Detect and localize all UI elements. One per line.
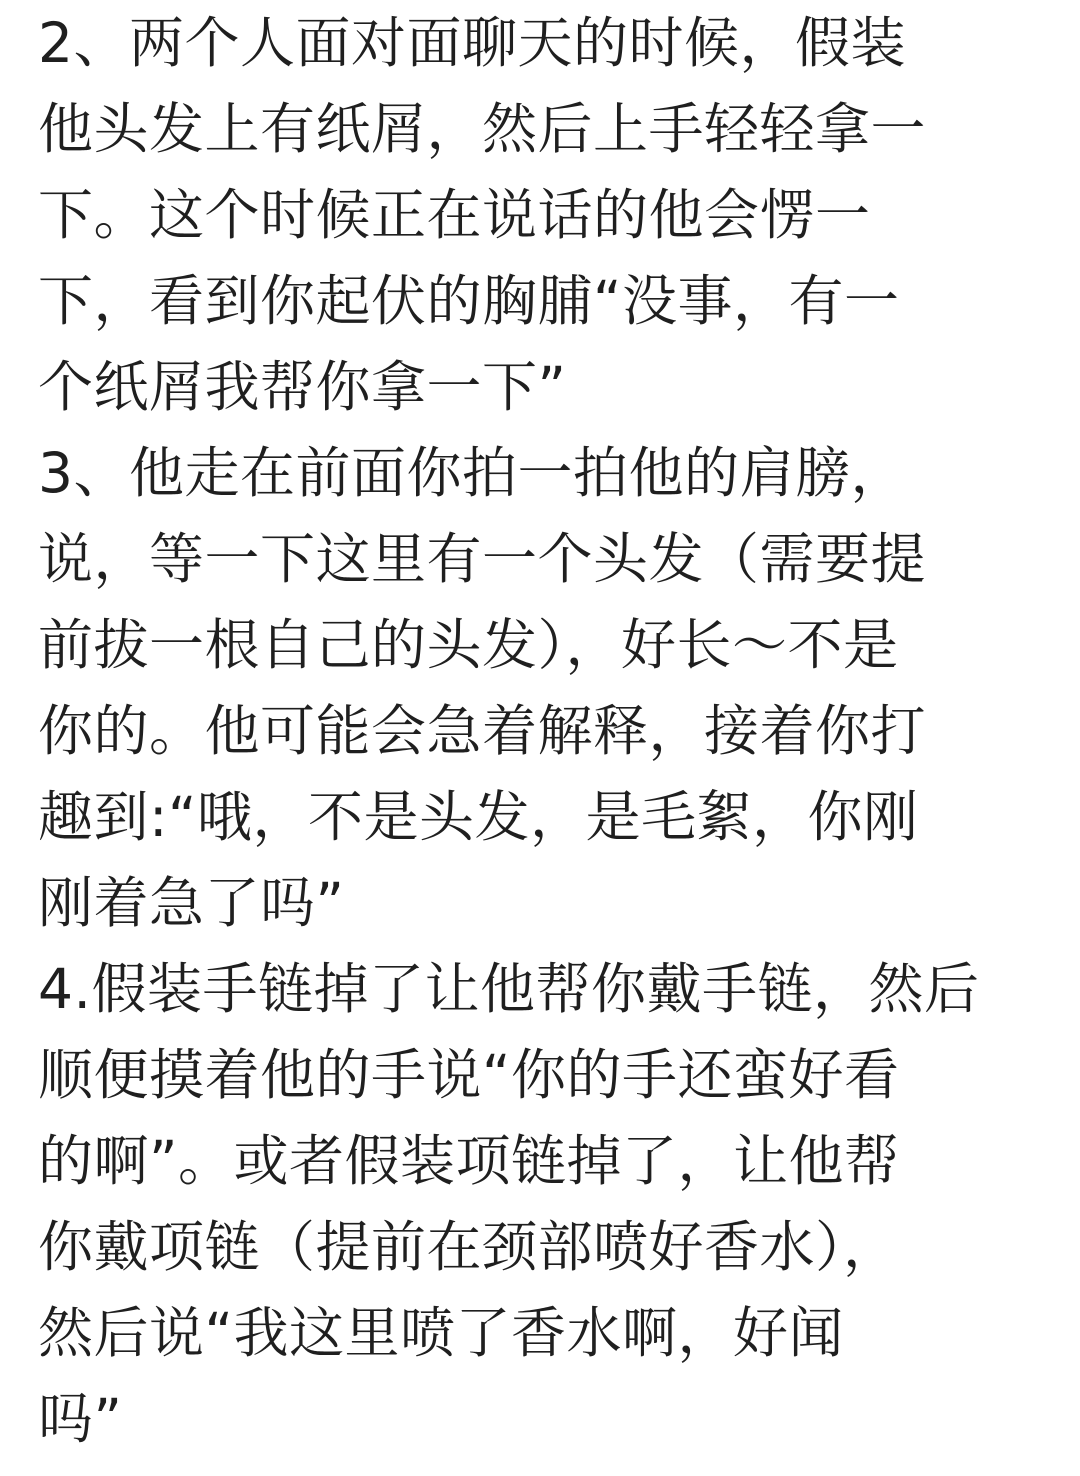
text-line: 个纸屑我帮你拿一下” [38, 355, 567, 419]
text-line: 下，看到你起伏的胸脯“没事，有一 [38, 269, 900, 333]
text-line: 的啊”。或者假装项链掉了，让他帮 [38, 1129, 900, 1193]
text-line: 他头发上有纸屑，然后上手轻轻拿一 [38, 97, 927, 161]
text-line: 2、两个人面对面聊天的时候，假装 [38, 11, 906, 75]
text-line: 前拔一根自己的头发），好长～不是 [38, 613, 899, 677]
text-line: 说，等一下这里有一个头发（需要提 [38, 527, 927, 591]
text-line: 你戴项链（提前在颈部喷好香水）， [38, 1215, 899, 1279]
text-line: 4.假装手链掉了让他帮你戴手链，然后 [38, 957, 980, 1021]
text-line: 顺便摸着他的手说“你的手还蛮好看 [38, 1043, 900, 1107]
text-line: 3、他走在前面你拍一拍他的肩膀， [38, 441, 906, 505]
text-line: 下。这个时候正在说话的他会愣一 [38, 183, 871, 247]
text-line: 然后说“我这里喷了香水啊，好闻 [38, 1301, 844, 1365]
text-line: 趣到:“哦，不是头发，是毛絮，你刚 [38, 785, 919, 849]
text-line: 吗” [38, 1387, 123, 1451]
text-line: 刚着急了吗” [38, 871, 345, 935]
text-line: 你的。他可能会急着解释，接着你打 [38, 699, 927, 763]
